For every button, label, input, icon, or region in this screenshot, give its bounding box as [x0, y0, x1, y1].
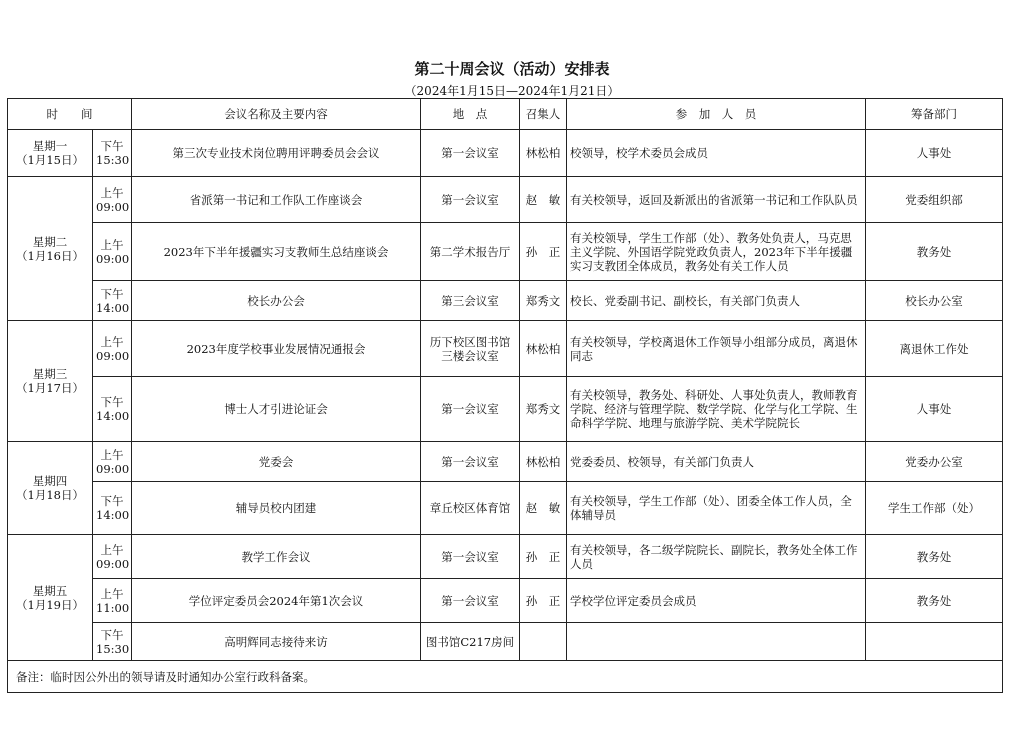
time-cell — [93, 579, 132, 623]
meeting-cell: 学位评定委员会2024年第1次会议 — [132, 579, 421, 623]
weekday-label: 星期四 — [32, 474, 68, 488]
date-range-subtitle: （2024年1月15日—2024年1月21日） — [404, 84, 620, 98]
location-cell — [421, 321, 520, 377]
table-row — [8, 579, 1003, 623]
department-cell: 人事处 — [866, 130, 1003, 177]
location-cell: 第三会议室 — [421, 281, 520, 321]
period-label: 上午 — [100, 447, 124, 462]
time-cell — [93, 535, 132, 579]
table-row — [8, 377, 1003, 442]
header-meeting: 会议名称及主要内容 — [132, 99, 421, 130]
table-row — [8, 223, 1003, 281]
table-row — [8, 177, 1003, 223]
time-label: 15:30 — [96, 641, 130, 656]
department-cell: 校长办公室 — [866, 281, 1003, 321]
department-cell — [866, 623, 1003, 661]
time-label: 11:00 — [96, 600, 130, 615]
header-convener: 召集人 — [520, 99, 567, 130]
location-cell: 第一会议室 — [421, 377, 520, 442]
participants-cell: 有关校领导，学校离退休工作领导小组部分成员，离退休同志 — [567, 321, 866, 377]
time-label: 09:00 — [96, 199, 130, 214]
meeting-cell: 2023年下半年援疆实习支教师生总结座谈会 — [132, 223, 421, 281]
location-cell: 章丘校区体育馆 — [421, 482, 520, 535]
day-cell-wednesday — [8, 321, 93, 442]
period-label: 上午 — [100, 185, 124, 200]
participants-cell: 有关校领导，教务处、科研处、人事处负责人，教师教育学院、经济与管理学院、数学学院、化学与化工学院、生命科学学院、地理与旅游学院、美术学院院长 — [567, 377, 866, 442]
note-row — [8, 661, 1003, 693]
convener-cell: 林松柏 — [520, 321, 567, 377]
period-label: 上午 — [100, 542, 124, 557]
meeting-cell: 教学工作会议 — [132, 535, 421, 579]
time-label: 15:30 — [96, 153, 130, 167]
time-label: 09:00 — [96, 251, 130, 266]
meeting-cell: 第三次专业技术岗位聘用评聘委员会会议 — [132, 130, 421, 177]
header-location: 地 点 — [421, 99, 520, 130]
time-cell — [93, 623, 132, 661]
period-label: 下午 — [100, 627, 124, 642]
period-label: 下午 — [100, 139, 124, 153]
time-label: 14:00 — [96, 300, 130, 315]
date-label: （1月19日） — [16, 597, 84, 612]
location-line: 三楼会议室 — [441, 348, 499, 363]
department-cell: 教务处 — [866, 579, 1003, 623]
time-cell — [93, 377, 132, 442]
department-cell: 离退休工作处 — [866, 321, 1003, 377]
time-cell — [93, 482, 132, 535]
convener-cell: 林松柏 — [520, 130, 567, 177]
page-title: 第二十周会议（活动）安排表 — [414, 60, 610, 78]
location-line: 历下校区图书馆 — [429, 334, 511, 349]
day-cell-friday — [8, 535, 93, 661]
location-cell: 第一会议室 — [421, 130, 520, 177]
participants-cell: 有关校领导，返回及新派出的省派第一书记和工作队队员 — [567, 177, 866, 223]
period-label: 下午 — [100, 286, 124, 301]
period-label: 上午 — [100, 334, 124, 349]
header-time: 时 间 — [8, 99, 132, 130]
schedule-table — [7, 98, 1003, 693]
table-row — [8, 321, 1003, 377]
meeting-cell: 博士人才引进论证会 — [132, 377, 421, 442]
time-label: 09:00 — [96, 556, 130, 571]
time-label: 14:00 — [96, 409, 130, 423]
time-cell — [93, 223, 132, 281]
participants-cell: 校长、党委副书记、副校长，有关部门负责人 — [567, 281, 866, 321]
department-cell: 学生工作部（处） — [866, 482, 1003, 535]
meeting-cell: 高明辉同志接待来访 — [132, 623, 421, 661]
department-cell: 人事处 — [866, 377, 1003, 442]
convener-cell: 孙 正 — [520, 223, 567, 281]
day-cell-tuesday — [8, 177, 93, 321]
time-cell — [93, 321, 132, 377]
time-cell — [93, 442, 132, 482]
location-cell: 第一会议室 — [421, 535, 520, 579]
time-label: 14:00 — [96, 508, 130, 522]
location-cell: 第一会议室 — [421, 177, 520, 223]
convener-cell: 赵 敏 — [520, 177, 567, 223]
participants-cell: 党委委员、校领导，有关部门负责人 — [567, 442, 866, 482]
participants-cell: 学校学位评定委员会成员 — [567, 579, 866, 623]
time-cell — [93, 130, 132, 177]
table-row — [8, 535, 1003, 579]
meeting-cell: 2023年度学校事业发展情况通报会 — [132, 321, 421, 377]
meeting-cell: 校长办公会 — [132, 281, 421, 321]
meeting-cell: 辅导员校内团建 — [132, 482, 421, 535]
convener-cell: 孙 正 — [520, 579, 567, 623]
participants-cell: 有关校领导，各二级学院院长、副院长，教务处全体工作人员 — [567, 535, 866, 579]
period-label: 下午 — [100, 395, 124, 409]
table-row — [8, 482, 1003, 535]
period-label: 上午 — [100, 237, 124, 252]
day-cell-monday — [8, 130, 93, 177]
table-row — [8, 281, 1003, 321]
convener-cell: 郑秀文 — [520, 281, 567, 321]
convener-cell: 郑秀文 — [520, 377, 567, 442]
header-participants: 参 加 人 员 — [567, 99, 866, 130]
weekday-label: 星期一 — [32, 139, 68, 153]
date-label: （1月15日） — [16, 153, 84, 167]
department-cell: 党委办公室 — [866, 442, 1003, 482]
department-cell: 党委组织部 — [866, 177, 1003, 223]
period-label: 下午 — [100, 494, 124, 508]
participants-cell: 有关校领导，学生工作部（处）、团委全体工作人员，全体辅导员 — [567, 482, 866, 535]
header-department: 筹备部门 — [866, 99, 1003, 130]
time-cell — [93, 281, 132, 321]
location-cell: 第一会议室 — [421, 579, 520, 623]
location-cell: 第二学术报告厅 — [421, 223, 520, 281]
weekday-label: 星期三 — [32, 367, 68, 381]
participants-cell — [567, 623, 866, 661]
meeting-cell: 省派第一书记和工作队工作座谈会 — [132, 177, 421, 223]
table-row — [8, 442, 1003, 482]
date-label: （1月16日） — [16, 248, 84, 263]
participants-cell: 校领导，校学术委员会成员 — [567, 130, 866, 177]
header-row — [8, 99, 1003, 130]
meeting-cell: 党委会 — [132, 442, 421, 482]
department-cell: 教务处 — [866, 223, 1003, 281]
day-cell-thursday — [8, 442, 93, 535]
date-label: （1月17日） — [16, 381, 84, 395]
convener-cell: 赵 敏 — [520, 482, 567, 535]
table-row — [8, 130, 1003, 177]
convener-cell: 林松柏 — [520, 442, 567, 482]
table-row — [8, 623, 1003, 661]
location-cell: 图书馆C217房间 — [421, 623, 520, 661]
convener-cell — [520, 623, 567, 661]
time-label: 09:00 — [96, 461, 130, 476]
time-cell — [93, 177, 132, 223]
department-cell: 教务处 — [866, 535, 1003, 579]
weekday-label: 星期二 — [32, 234, 68, 249]
location-cell: 第一会议室 — [421, 442, 520, 482]
period-label: 上午 — [100, 586, 124, 601]
participants-cell: 有关校领导，学生工作部（处）、教务处负责人，马克思主义学院、外国语学院党政负责人，2023年下半年援疆实习支教团全体成员，教务处有关工作人员 — [567, 223, 866, 281]
date-label: （1月18日） — [16, 488, 84, 502]
weekday-label: 星期五 — [32, 583, 68, 598]
note-text: 备注：临时因公外出的领导请及时通知办公室行政科备案。 — [8, 661, 1003, 693]
convener-cell: 孙 正 — [520, 535, 567, 579]
time-label: 09:00 — [96, 348, 130, 363]
